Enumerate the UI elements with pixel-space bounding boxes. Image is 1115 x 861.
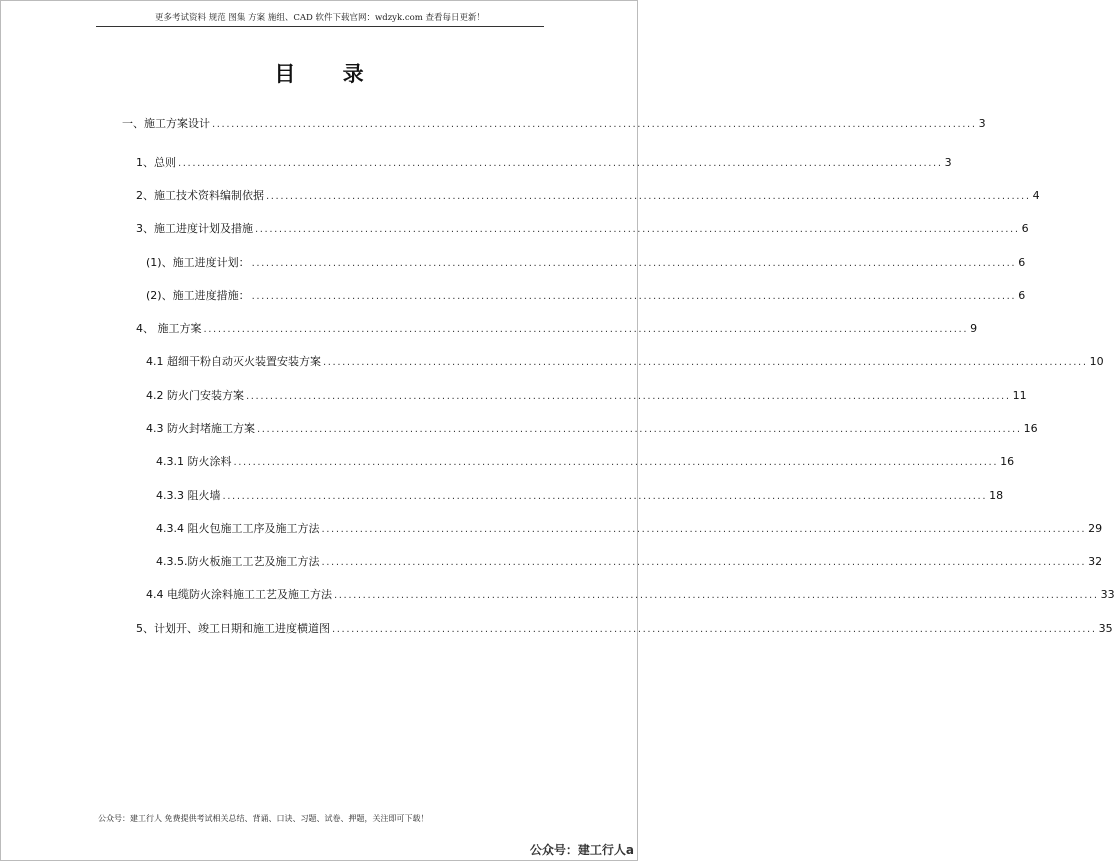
- toc-entry-label: 4.3.3 阻火墙: [156, 489, 221, 502]
- toc-entry-label: 4.1 超细干粉自动灭火装置安装方案: [146, 355, 321, 368]
- toc-entry-page: 35: [1098, 622, 1113, 635]
- page-footer: 公众号：建工行人 免费提供考试相关总结、背诵、口诀、习题、试卷、押题，关注即可下载！: [98, 814, 429, 823]
- toc-leader-dots: ................................................................................................................................................................: [212, 119, 977, 130]
- toc-title: 目 录: [274, 61, 384, 86]
- toc-leader-dots: ................................................................................................................................................................: [178, 158, 943, 169]
- toc-entry-label: 2、施工技术资料编制依据: [136, 189, 264, 202]
- page-header: 更多考试资料 规范 图集 方案 施组、CAD 软件下载官网：wdzyk.com 查看每日更新！: [155, 13, 485, 23]
- toc-leader-dots: ................................................................................................................................................................: [321, 557, 1087, 568]
- toc-entry-page: 16: [1000, 455, 1015, 468]
- toc-entry-label: 4、 施工方案: [136, 322, 202, 335]
- toc-leader-dots: ................................................................................................................................................................: [332, 624, 1097, 635]
- toc-entry-page: 18: [989, 489, 1004, 502]
- toc-leader-dots: ................................................................................................................................................................: [233, 457, 999, 468]
- toc-leader-dots: ................................................................................................................................................................: [251, 291, 1017, 302]
- toc-entry[interactable]: [156, 520, 1103, 536]
- toc-entry[interactable]: [156, 453, 1015, 469]
- toc-entry-label: 4.3 防火封堵施工方案: [146, 422, 255, 435]
- toc-entry[interactable]: [136, 220, 1029, 236]
- toc-entry[interactable]: [136, 620, 1113, 636]
- toc-entry-page: 32: [1088, 555, 1103, 568]
- toc-entry-page: 11: [1012, 389, 1027, 402]
- toc-entry-page: 3: [978, 117, 986, 130]
- toc-leader-dots: ................................................................................................................................................................: [251, 258, 1017, 269]
- toc-entry-page: 10: [1089, 355, 1104, 368]
- toc-entry[interactable]: [156, 553, 1103, 569]
- toc-entry-label: 一、施工方案设计: [122, 117, 210, 130]
- toc-entry-label: 4.4 电缆防火涂料施工工艺及施工方法: [146, 588, 332, 601]
- toc-leader-dots: ................................................................................................................................................................: [255, 224, 1020, 235]
- toc-entry[interactable]: [146, 287, 1026, 303]
- toc-entry-page: 16: [1023, 422, 1038, 435]
- toc-entry[interactable]: [136, 320, 978, 336]
- toc-entry-page: 29: [1088, 522, 1103, 535]
- toc-entry-label: 4.2 防火门安装方案: [146, 389, 244, 402]
- toc-entry-page: 4: [1032, 189, 1040, 202]
- toc-entry-label: 5、计划开、竣工日期和施工进度横道图: [136, 622, 330, 635]
- toc-entry-page: 9: [970, 322, 978, 335]
- toc-entry-page: 6: [1018, 289, 1026, 302]
- toc-entry[interactable]: [122, 115, 986, 131]
- toc-entry-label: (1)、施工进度计划：: [146, 256, 250, 269]
- toc-entry-label: 4.3.5.防火板施工工艺及施工方法: [156, 555, 320, 568]
- toc-leader-dots: ................................................................................................................................................................: [323, 357, 1088, 368]
- toc-entry-label: 3、施工进度计划及措施: [136, 222, 253, 235]
- toc-entry-page: 6: [1021, 222, 1029, 235]
- watermark: 公众号：建工行人a: [529, 843, 634, 857]
- toc-entry-page: 3: [944, 156, 952, 169]
- toc-entry-label: 1、总则: [136, 156, 176, 169]
- toc-leader-dots: ................................................................................................................................................................: [203, 324, 969, 335]
- toc-entry-label: 4.3.4 阻火包施工工序及施工方法: [156, 522, 320, 535]
- toc-leader-dots: ................................................................................................................................................................: [222, 491, 988, 502]
- toc-entry-page: 33: [1100, 588, 1115, 601]
- toc-leader-dots: ................................................................................................................................................................: [257, 424, 1022, 435]
- toc-leader-dots: ................................................................................................................................................................: [266, 191, 1031, 202]
- toc-entry-page: 6: [1018, 256, 1026, 269]
- toc-entry[interactable]: [146, 387, 1027, 403]
- toc-entry[interactable]: [146, 353, 1104, 369]
- toc-entry[interactable]: [136, 187, 1040, 203]
- toc-entry[interactable]: [146, 254, 1026, 270]
- toc-entry[interactable]: [146, 586, 1115, 602]
- toc-entry-label: (2)、施工进度措施：: [146, 289, 250, 302]
- toc-entry[interactable]: [156, 487, 1004, 503]
- toc-leader-dots: ................................................................................................................................................................: [321, 524, 1087, 535]
- toc-entry-label: 4.3.1 防火涂料: [156, 455, 232, 468]
- toc-entry[interactable]: [146, 420, 1038, 436]
- toc-entry[interactable]: [136, 154, 952, 170]
- toc-leader-dots: ................................................................................................................................................................: [334, 590, 1099, 601]
- toc-leader-dots: ................................................................................................................................................................: [246, 391, 1011, 402]
